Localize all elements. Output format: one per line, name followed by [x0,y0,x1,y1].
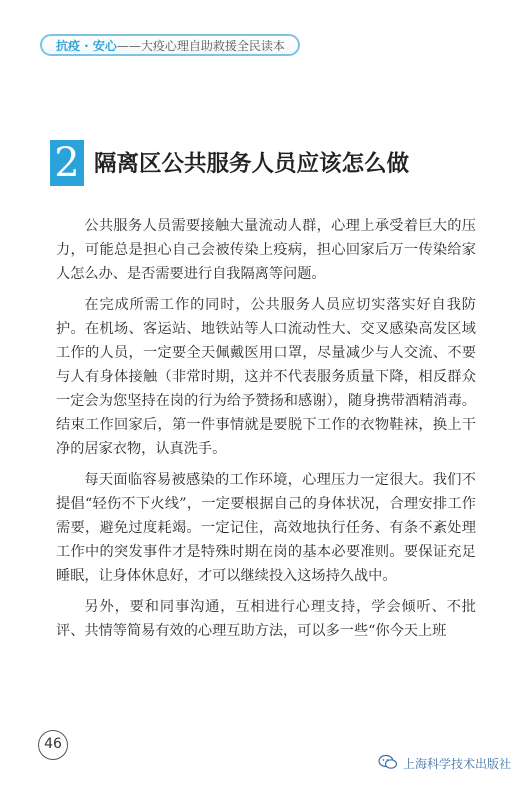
body-text [56,214,476,650]
paragraph: 公共服务人员需要接触大量流动人群，心理上承受着巨大的压力，可能总是担心自己会被传染上疫病，担心回家后万一传染给家人怎么办、是否需要进行自我隔离等问题。 [56,218,476,282]
page-number: 46 [38,730,68,760]
paragraph: 另外，要和同事沟通，互相进行心理支持，学会倾听、不批评、共情等简易有效的心理互助方法，可以多一些“你今天上班 [56,599,476,639]
paragraph: 每天面临容易被感染的工作环境，心理压力一定很大。我们不提倡“轻伤不下火线”，一定要根据自己的身体状况，合理安排工作需要，避免过度耗竭。一定记住，高效地执行任务、有条不紊处理工作中的突发事件才是特殊时期在岗的基本必要准则。要保证充足睡眠，让身体休息好，才可以继续投入这场持久战中。 [56,472,476,584]
chapter-number: 2 [50,140,84,186]
chapter-title: 隔离区公共服务人员应该怎么做 [94,151,410,177]
publisher-watermark [378,754,511,773]
wechat-icon [378,754,398,773]
header-book-title: ——大疫心理自助救援全民读本 [116,38,285,53]
publisher-name: 上海科学技术出版社 [402,757,511,771]
header-accent-text: 抗疫 · 安心 [56,38,117,53]
paragraph: 在完成所需工作的同时，公共服务人员应切实落实好自我防护。在机场、客运站、地铁站等人口流动性大、交叉感染高发区域工作的人员，一定要全天佩戴医用口罩，尽量减少与人交流、不要与人有身体接触（非常时期，这并不代表服务质量下降，相反群众一定会为您坚持在岗的行为给予赞扬和感谢），随身携带酒精消毒。结束工作回家后，第一件事情就是要脱下工作的衣物鞋袜，换上干净的居家衣物，认真洗手。 [56,297,476,457]
header-banner [40,34,300,56]
